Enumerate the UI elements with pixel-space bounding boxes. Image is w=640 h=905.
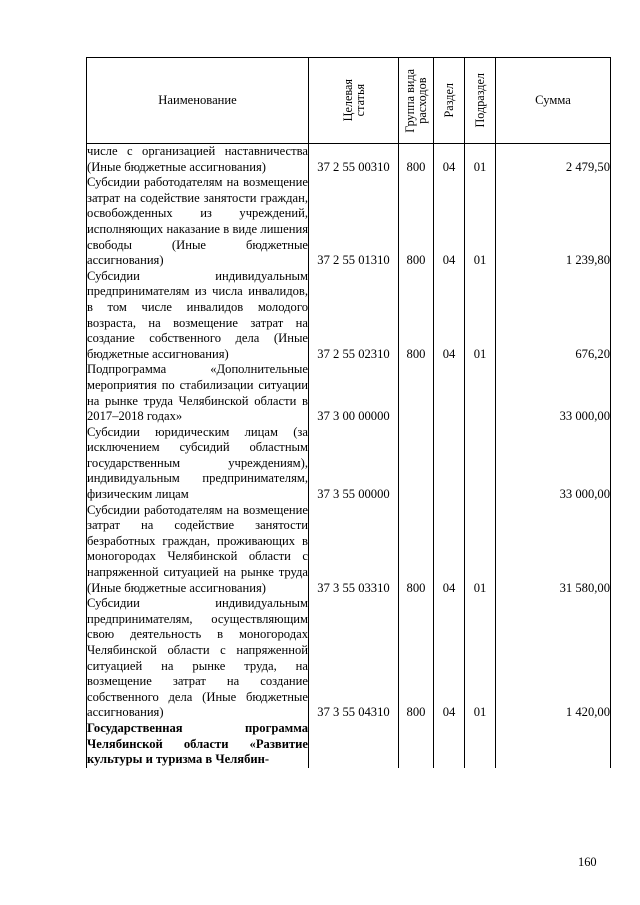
header-target-item: Целевая статья <box>309 58 399 144</box>
row-expense-group: 800 <box>399 503 434 597</box>
header-expense-group: Группа вида расходов <box>399 58 434 144</box>
row-subsection: 01 <box>465 144 496 176</box>
table-header-row <box>87 58 611 144</box>
header-amount: Сумма <box>496 58 611 144</box>
row-subsection: 01 <box>465 503 496 597</box>
row-target-item: 37 2 55 02310 <box>309 269 399 363</box>
row-subsection: 01 <box>465 596 496 721</box>
row-amount: 33 000,00 <box>496 425 611 503</box>
row-subsection <box>465 721 496 768</box>
header-section: Раздел <box>434 58 465 144</box>
table-row <box>87 362 611 424</box>
row-target-item: 37 2 55 00310 <box>309 144 399 176</box>
row-subsection: 01 <box>465 269 496 363</box>
header-subsection: Подраздел <box>465 58 496 144</box>
row-expense-group: 800 <box>399 175 434 269</box>
row-name: Государственная программа Челябинской области «Развитие культуры и туризма в Челябин- <box>87 720 308 767</box>
row-subsection: 01 <box>465 175 496 269</box>
row-subsection <box>465 362 496 424</box>
row-section: 04 <box>434 503 465 597</box>
row-expense-group: 800 <box>399 144 434 176</box>
table-row <box>87 425 611 503</box>
row-name: числе с организацией наставничества (Иные бюджетные ассигнования) <box>87 144 308 174</box>
row-expense-group <box>399 425 434 503</box>
row-amount: 31 580,00 <box>496 503 611 597</box>
row-name: Субсидии индивидуальным предпринимателям, осуществляющим свою деятельность в моногородах Челябинской области с напряженной ситуацией на рынке труда, на возмещение затрат на создание собственного дела (Иные бюджетные ассигнования) <box>87 596 308 720</box>
table-row <box>87 269 611 363</box>
header-name: Наименование <box>87 58 309 144</box>
row-name: Субсидии работодателям на возмещение затрат на содействие занятости граждан, освобожденных из учреждений, исполняющих наказание в виде лишения свободы (Иные бюджетные ассигнования) <box>87 175 308 268</box>
table-row <box>87 596 611 721</box>
row-section: 04 <box>434 175 465 269</box>
row-target-item <box>309 721 399 768</box>
row-target-item: 37 3 55 03310 <box>309 503 399 597</box>
row-amount <box>496 721 611 768</box>
row-expense-group <box>399 362 434 424</box>
row-expense-group <box>399 721 434 768</box>
row-name: Подпрограмма «Дополнительные мероприятия по стабилизации ситуации на рынке труда Челябинской области в 2017–2018 годах» <box>87 362 308 424</box>
table-row <box>87 503 611 597</box>
row-target-item: 37 3 55 00000 <box>309 425 399 503</box>
row-target-item: 37 3 00 00000 <box>309 362 399 424</box>
row-amount: 1 420,00 <box>496 596 611 721</box>
row-amount: 1 239,80 <box>496 175 611 269</box>
row-amount: 33 000,00 <box>496 362 611 424</box>
row-section <box>434 721 465 768</box>
page-number: 160 <box>578 855 597 869</box>
row-expense-group: 800 <box>399 596 434 721</box>
row-name: Субсидии индивидуальным предпринимателям из числа инвалидов, в том числе инвалидов молодого возраста, на возмещение затрат на создание собственного дела (Иные бюджетные ассигнования) <box>87 268 308 361</box>
row-expense-group: 800 <box>399 269 434 363</box>
table-row <box>87 144 611 176</box>
budget-table <box>86 57 611 768</box>
table-row <box>87 175 611 269</box>
row-subsection <box>465 425 496 503</box>
row-amount: 2 479,50 <box>496 144 611 176</box>
row-section: 04 <box>434 269 465 363</box>
row-amount: 676,20 <box>496 269 611 363</box>
table-row <box>87 721 611 768</box>
row-section: 04 <box>434 596 465 721</box>
row-section <box>434 425 465 503</box>
row-target-item: 37 2 55 01310 <box>309 175 399 269</box>
row-section <box>434 362 465 424</box>
row-name: Субсидии юридическим лицам (за исключением субсидий областным государственным учреждениям), индивидуальным предпринимателям, физическим лицам <box>87 424 308 502</box>
row-name: Субсидии работодателям на возмещение затрат на содействие занятости безработных граждан, проживающих в моногородах Челябинской области с напряженной ситуацией на рынке труда (Иные бюджетные ассигнования) <box>87 502 308 595</box>
row-target-item: 37 3 55 04310 <box>309 596 399 721</box>
row-section: 04 <box>434 144 465 176</box>
